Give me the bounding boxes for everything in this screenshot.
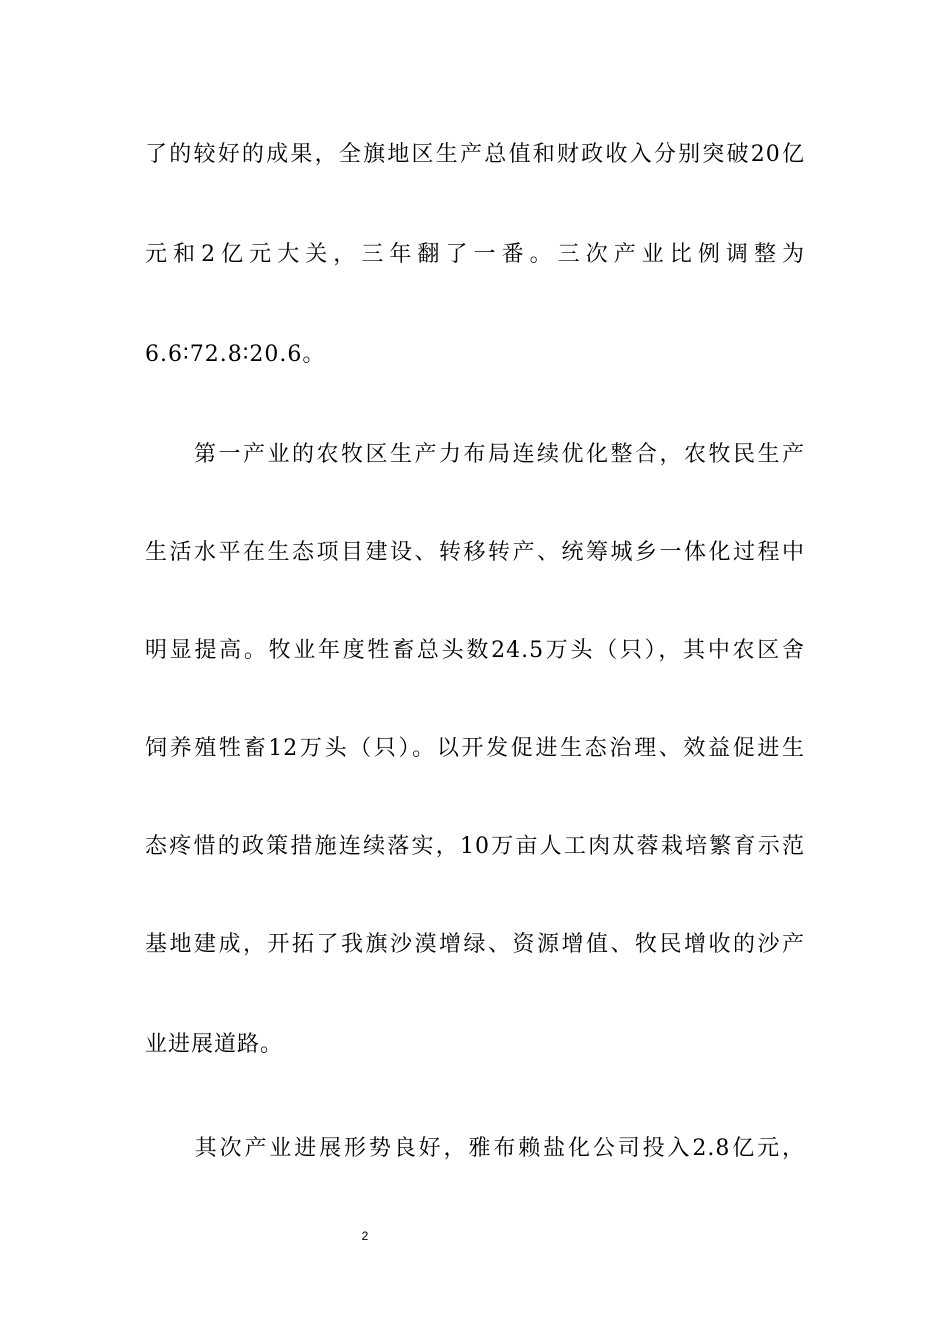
text-line-1: 了的较好的成果，全旗地区生产总值和财政收入分别突破20亿 xyxy=(145,142,805,167)
text-line-4: 第一产业的农牧区生产力布局连续优化整合，农牧民生产 xyxy=(145,442,805,467)
text-line-11: 其次产业进展形势良好，雅布赖盐化公司投入2.8亿元， xyxy=(145,1136,805,1161)
text-line-10: 业进展道路。 xyxy=(145,1032,284,1057)
text-line-8: 态疼惜的政策措施连续落实，10万亩人工肉苁蓉栽培繁育示范 xyxy=(145,834,805,859)
text-line-3: 6.6∶72.8∶20.6。 xyxy=(145,342,326,367)
text-line-7: 饲养殖牲畜12万头（只）。以开发促进生态治理、效益促进生 xyxy=(145,736,805,761)
text-line-6: 明显提高。牧业年度牲畜总头数24.5万头（只），其中农区舍 xyxy=(145,638,805,663)
text-line-5: 生活水平在生态项目建设、转移转产、统筹城乡一体化过程中 xyxy=(145,540,805,565)
page-number: 2 xyxy=(361,1229,369,1243)
text-line-9: 基地建成，开拓了我旗沙漠增绿、资源增值、牧民增收的沙产 xyxy=(145,932,805,957)
text-line-2: 元和2亿元大关，三年翻了一番。三次产业比例调整为 xyxy=(145,242,805,267)
